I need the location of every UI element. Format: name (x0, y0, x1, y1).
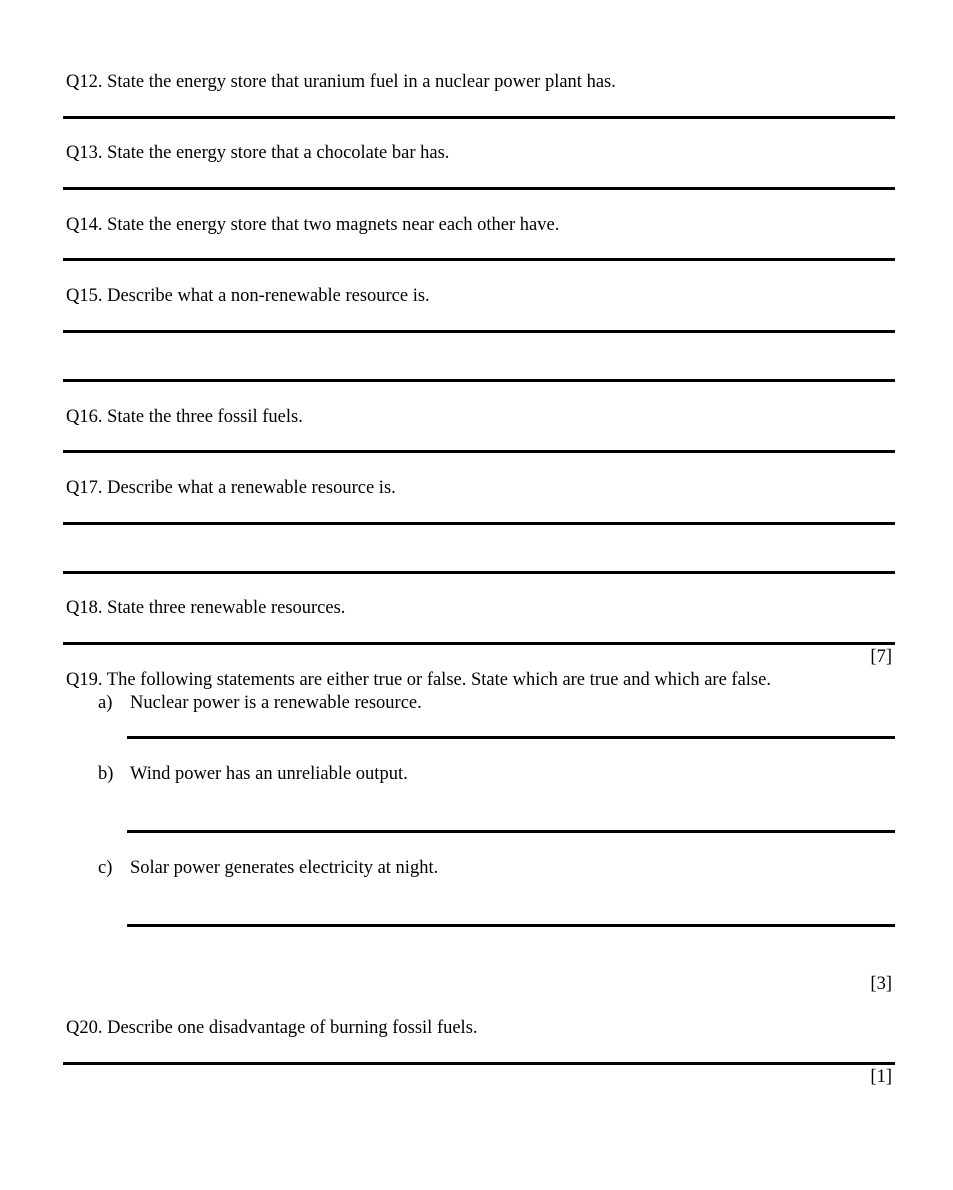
question-13: Q13. State the energy store that a chocolate bar has. (66, 143, 450, 163)
q19-part-c-letter: c) (98, 858, 113, 878)
answer-line-q16[interactable] (63, 450, 895, 453)
answer-line-q13[interactable] (63, 187, 895, 190)
q19-part-b-text: Wind power has an unreliable output. (130, 764, 408, 784)
question-20: Q20. Describe one disadvantage of burning fossil fuels. (66, 1018, 478, 1038)
mark-q18: [7] (870, 647, 892, 667)
answer-line-q12[interactable] (63, 116, 895, 119)
answer-line-q19b[interactable] (127, 830, 895, 833)
answer-line-q19c[interactable] (127, 924, 895, 927)
q19-part-a-text: Nuclear power is a renewable resource. (130, 693, 422, 713)
answer-line-q18[interactable] (63, 642, 895, 645)
answer-line-q15-1[interactable] (63, 330, 895, 333)
question-16: Q16. State the three fossil fuels. (66, 407, 303, 427)
question-15: Q15. Describe what a non-renewable resource is. (66, 286, 430, 306)
mark-q20: [1] (870, 1067, 892, 1087)
answer-line-q19a[interactable] (127, 736, 895, 739)
question-19: Q19. The following statements are either true or false. State which are true and which are false. (66, 670, 771, 690)
question-12: Q12. State the energy store that uranium fuel in a nuclear power plant has. (66, 72, 616, 92)
question-17: Q17. Describe what a renewable resource is. (66, 478, 396, 498)
answer-line-q17-2[interactable] (63, 571, 895, 574)
q19-part-c-text: Solar power generates electricity at night. (130, 858, 439, 878)
mark-q19: [3] (870, 974, 892, 994)
answer-line-q14[interactable] (63, 258, 895, 261)
question-14: Q14. State the energy store that two magnets near each other have. (66, 215, 560, 235)
question-18: Q18. State three renewable resources. (66, 598, 346, 618)
q19-part-a-letter: a) (98, 693, 113, 713)
q19-part-b-letter: b) (98, 764, 114, 784)
answer-line-q20[interactable] (63, 1062, 895, 1065)
answer-line-q17-1[interactable] (63, 522, 895, 525)
answer-line-q15-2[interactable] (63, 379, 895, 382)
